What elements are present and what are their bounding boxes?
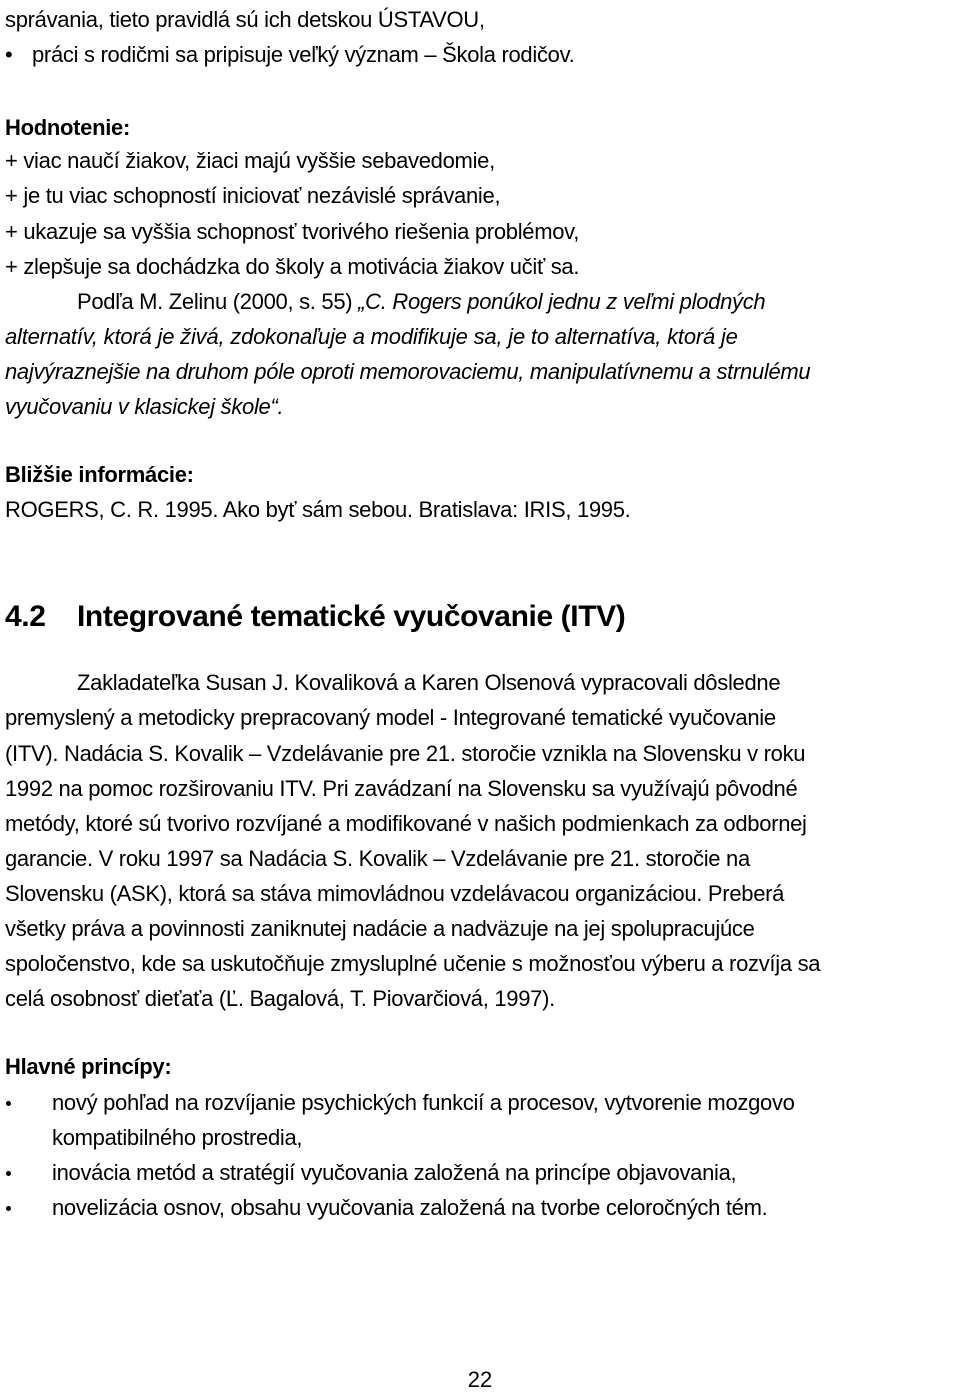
principle-item [0,1157,960,1189]
reference: ROGERS, C. R. 1995. Ako byť sám sebou. Bratislava: IRIS, 1995. [5,497,631,522]
rogers-quote: najvýraznejšie na druhom póle oproti memorovaciemu, manipulatívnemu a strnulému [5,359,811,384]
principle-item [0,1087,960,1151]
principle-text: kompatibilného prostredia, [52,1125,303,1150]
principle-text: inovácia metód a stratégií vyučovania založená na princípe objavovania, [52,1160,737,1185]
paragraph-line: Slovensku (ASK), ktorá sa stáva mimovládnou vzdelávacou organizáciou. Preberá [5,881,785,906]
section-number: 4.2 [5,600,46,633]
rogers-line-1 [5,287,955,317]
bullet-icon [6,1171,11,1176]
principle-text: novelizácia osnov, obsahu vyučovania založená na tvorbe celoročných tém. [52,1195,768,1220]
evaluation-item: + je tu viac schopností iniciovať nezávislé správanie, [5,183,501,208]
evaluation-item: + zlepšuje sa dochádzka do školy a motivácia žiakov učiť sa. [5,254,580,279]
bullet-icon [6,1101,11,1106]
paragraph-line: premyslený a metodicky prepracovaný model - Integrované tematické vyučovanie [5,705,776,730]
bullet-line [5,40,955,70]
section-title: Integrované tematické vyučovanie (ITV) [77,600,626,633]
text-line: správania, tieto pravidlá sú ich detskou ÚSTAVOU, [5,7,485,32]
paragraph-line: celá osobnosť dieťaťa (Ľ. Bagalová, T. Piovarčiová, 1997). [5,986,555,1011]
paragraph-line: garancie. V roku 1997 sa Nadácia S. Kovalik – Vzdelávanie pre 21. storočie na [5,846,750,871]
section-heading [5,597,625,637]
paragraph-line: (ITV). Nadácia S. Kovalik – Vzdelávanie pre 21. storočie vznikla na Slovensku v roku [5,741,806,766]
paragraph-line: metódy, ktoré sú tvorivo rozvíjané a modifikované v našich podmienkach za odbornej [5,811,807,836]
principles-heading: Hlavné princípy: [5,1054,172,1079]
rogers-lead: Podľa M. Zelinu (2000, s. 55) [77,289,353,314]
bullet-text: práci s rodičmi sa pripisuje veľký význam – Škola rodičov. [32,42,575,67]
principle-text: nový pohľad na rozvíjanie psychických funkcií a procesov, vytvorenie mozgovo [52,1090,795,1115]
rogers-quote: alternatív, ktorá je živá, zdokonaľuje a modifikuje sa, je to alternatíva, ktorá je [5,324,738,349]
bullet-icon: • [5,42,13,67]
bullet-icon [6,1206,11,1211]
paragraph-line: Zakladateľka Susan J. Kovaliková a Karen Olsenová vypracovali dôsledne [77,670,781,695]
principle-item [0,1192,960,1224]
paragraph-line: 1992 na pomoc rozširovaniu ITV. Pri zavádzaní na Slovensku sa využívajú pôvodné [5,776,798,801]
more-info-heading: Bližšie informácie: [5,462,194,487]
rogers-quote: vyučovaniu v klasickej škole“. [5,394,284,419]
evaluation-item: + viac naučí žiakov, žiaci majú vyššie sebavedomie, [5,148,495,173]
paragraph-line: všetky práva a povinnosti zaniknutej nadácie a nadväzuje na jej spolupracujúce [5,916,755,941]
page-number: 22 [467,1367,493,1392]
paragraph-line: spoločenstvo, kde sa uskutočňuje zmysluplné učenie s možnosťou výberu a rozvíja sa [5,951,821,976]
evaluation-heading: Hodnotenie: [5,115,131,140]
evaluation-item: + ukazuje sa vyššia schopnosť tvorivého riešenia problémov, [5,219,580,244]
rogers-quote: „C. Rogers ponúkol jednu z veľmi plodných [358,289,766,314]
